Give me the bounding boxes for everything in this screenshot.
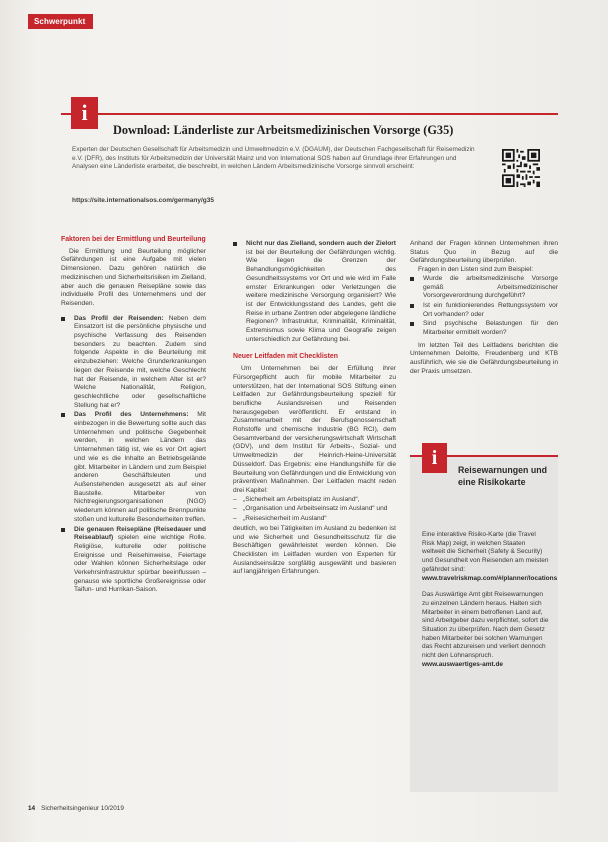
page-number: 14	[28, 805, 36, 812]
column-2	[233, 240, 396, 577]
col2-bullet-list	[233, 240, 396, 344]
bullet-square-icon	[410, 304, 414, 308]
page-footer	[28, 805, 124, 812]
auswaertiges-amt-link[interactable]: www.auswaertiges-amt.de	[422, 660, 504, 668]
col3-paragraph-3: Im letzten Teil des Leitfadens berichten die Unternehmen Deloitte, Freudenberg und KTB ausführlich, wie sie die Gefährdungsbeurteilung in der Praxis umsetzen.	[410, 341, 558, 375]
list-item: – „Reisesicherheit im Ausland“	[233, 515, 327, 523]
bullet-square-icon	[410, 277, 414, 281]
bullet-square-icon	[61, 317, 65, 321]
bullet-square-icon	[410, 322, 414, 326]
download-info-box	[61, 100, 558, 208]
list-item: Die genauen Reisepläne (Reisedauer und Reiseablauf) spielen eine wichtige Rolle. Religiöse, kulturelle oder politische Ereignisse und Reisehinweise, Feiertage oder Wahlen können Sicherheitslage oder Verkehrsinfrastruktur spürbar beeinflussen – genauso wie sportliche Großereignisse oder Taifun- und Hurrikan-Saison.	[61, 526, 206, 596]
section-tag: Schwerpunkt	[28, 14, 93, 29]
col1-bullet-list	[61, 315, 206, 596]
col2-paragraph: Um Unternehmen bei der Erfüllung ihrer Fürsorgepflicht auch für mobile Mitarbeiter zu unterstützen, hat der International SOS Stiftung einen Leitfaden zur Gefährdungsbeurteilung speziell für berufliche Auslandsreisen und Reisenden herausgegeben veröffentlicht. Er entstand in Zusammenarbeit mit der Berufsgenossenschaft Rohstoffe und chemische Industrie (BG RCI), dem Gesamtverband der versicherungswirtschaft Wirtschaft (GDV), und dem Institut für Arbeits-, Sozial- und Umweltmedizin der Heinrich-Heine-Universität Düsseldorf. Das Ergebnis: eine Handlungshilfe für die Beurteilung von Gefährdungen und die Entwicklung von präventiven Maßnahmen. Der Leitfaden macht reden drei Kapitel:	[233, 365, 396, 494]
bullet-square-icon	[233, 242, 237, 246]
col3-paragraph-2: Fragen in den Listen sind zum Beispiel:	[418, 266, 534, 274]
side-box-text	[422, 531, 558, 678]
dash-icon: –	[233, 505, 237, 513]
dash-icon: –	[233, 515, 237, 523]
info-icon: i	[71, 97, 98, 129]
column-1	[61, 236, 206, 596]
column-3	[410, 240, 558, 377]
bullet-square-icon	[61, 528, 65, 532]
col2-paragraph-after: deutlich, wo bei Tätigkeiten im Ausland zu bedenken ist und wie Sicherheit und Gesundheitsschutz für die Beschäftigen gewährleistet werden können. Die Checklisten im Leitfaden wurden von Experten für Auslandseinsätze sorgfältig ausgewählt und basieren auf langjährigen Erfahrungen.	[233, 524, 396, 576]
travel-warnings-box	[410, 446, 558, 792]
dash-icon: –	[233, 495, 237, 503]
download-text: Experten der Deutschen Gesellschaft für Arbeitsmedizin und Umweltmedizin e.V. (DGAUM), der Deutschen Fachgesellschaft für Reisemedizin e.V. (DFR), des Instituts für Arbeitsmedizin der Universität Mainz und von International SOS haben auf Grundlage ihrer Erfahrungen und Analysen eine Länderliste erarbeitet, die beschreibt, in welchen Ländern Arbeitsmedizinische Vorsorge sinnvoll erscheint:	[72, 146, 475, 171]
list-item: Sind psychische Belastungen für den Mitarbeiter ermittelt worden?	[410, 320, 558, 337]
list-item: Wurde die arbeitsmedizinische Vorsorge gemäß Arbeitsmedizinischer Vorsorgeverordnung durchgeführt?	[410, 275, 558, 301]
col2-heading: Neuer Leitfaden mit Checklisten	[233, 353, 338, 361]
col3-paragraph-1: Anhand der Fragen können Unternehmen ihren Status Quo in Bezug auf die Gefährdungsbeurteilung überprüfen.	[410, 240, 558, 265]
side-paragraph-1: Eine interaktive Risiko-Karte (die Travel Risk Map) zeigt, in welchen Staaten weltweit die Sicherheit (Safety & Security) und Gesundheit von Reisenden am meisten gefährdet sind: www.travelriskmap.com/#/planner/locations	[422, 531, 558, 582]
col1-intro: Die Ermittlung und Beurteilung möglicher Gefährdungen ist eine Aufgabe mit vielen Dimensionen. Dazu gehören natürlich die medizinischen und Sicherheitsrisiken im Zielland, aber auch die genauen Reisepläne sowie das individuelle Profil des Unternehmens und der Reisenden.	[61, 247, 206, 307]
travel-risk-map-link[interactable]: www.travelriskmap.com/#/planner/locations	[422, 574, 558, 582]
download-title: Download: Länderliste zur Arbeitsmedizinischen Vorsorge (G35)	[113, 123, 454, 137]
side-paragraph-2: Das Auswärtige Amt gibt Reisewarnungen zu einzelnen Ländern heraus. Halten sich Mitarbeiter in einem betroffenen Land auf, sind Arbeitgeber dazu verpflichtet, sofort die Situation zu überprüfen. Nach dem Gesetz haben Mitarbeiter bei solchen Warnungen das Recht abzureisen und verliert dennoch nicht den Lohnanspruch. www.auswaertiges-amt.de	[422, 591, 549, 668]
list-item: – „Sicherheit am Arbeitsplatz im Ausland“,	[233, 495, 360, 503]
col3-bullet-list	[410, 275, 558, 338]
list-item: Ist ein funktionierendes Rettungssystem vor Ort vorhanden? oder	[410, 302, 558, 319]
download-link[interactable]: https://site.internationalsos.com/germany/g35	[72, 197, 214, 204]
qr-code-icon[interactable]	[502, 149, 540, 187]
col2-chapter-list	[233, 496, 396, 524]
list-item: Das Profil der Reisenden: Neben dem Einsatzort ist die persönliche physische und psychische Verfassung des Reisenden besonders zu beachten. Zudem sind folgende Aspekte in die Beurteilung mit einzubeziehen: Welche Grunderkrankungen liegen der Reisende mit, welche Geschlecht hat der Reisende, in welchem Alter ist er? Welche Nationalität, Religion, geschlechtliche oder gesellschaftliche Stellung hat er?	[61, 315, 206, 411]
info-icon: i	[422, 443, 447, 473]
list-item: – „Organisation und Arbeitseinsatz im Ausland“ und	[233, 505, 388, 513]
list-item: Das Profil des Unternehmens: Mit einbezogen in die Bewertung sollte auch das Unternehmen und politische Gegebenheit werden, in welchen Ländern das Unternehmen tätig ist, wie es vor Ort agiert und wie es die Inhalte an Betriebsgelände gibt. Mitarbeiter in Ländern und zum Beispiel anderen Geschäftsleuten und Außenstehenden ausgesetzt als auf einer Baustelle. Mitarbeiter von Nichtregierungsorganisationen (NGO) wiederum können auf politische Brennpunkte stoßen und kulturelle Besonderheiten treffen.	[61, 411, 206, 524]
list-item: Nicht nur das Zielland, sondern auch der Zielort ist bei der Beurteilung der Gefährdungen wichtig. Wie liegen die Grenzen der Behandlungsmöglichkeiten des Gesundheitssystems vor Ort und wie wird im Falle ernster Erkrankungen oder Verletzungen die weitere medizinische Versorgung organisiert? Wie ist der Entwicklungsstand des Landes, geht die Reise in urbane Zentren oder abgelegene ländliche Regionen? Infrastruktur, Kriminalität, Kriminalität, Extremismus sowie Klima und Geografie zeigen unterschiedlich zur Gefährdung bei.	[233, 240, 396, 344]
bullet-square-icon	[61, 413, 65, 417]
col1-heading: Faktoren bei der Ermittlung und Beurteilung	[61, 236, 206, 243]
journal-name: Sicherheitsingenieur 10/2019	[41, 805, 124, 812]
side-box-title: Reisewarnungen und eine Risikokarte	[458, 465, 547, 487]
